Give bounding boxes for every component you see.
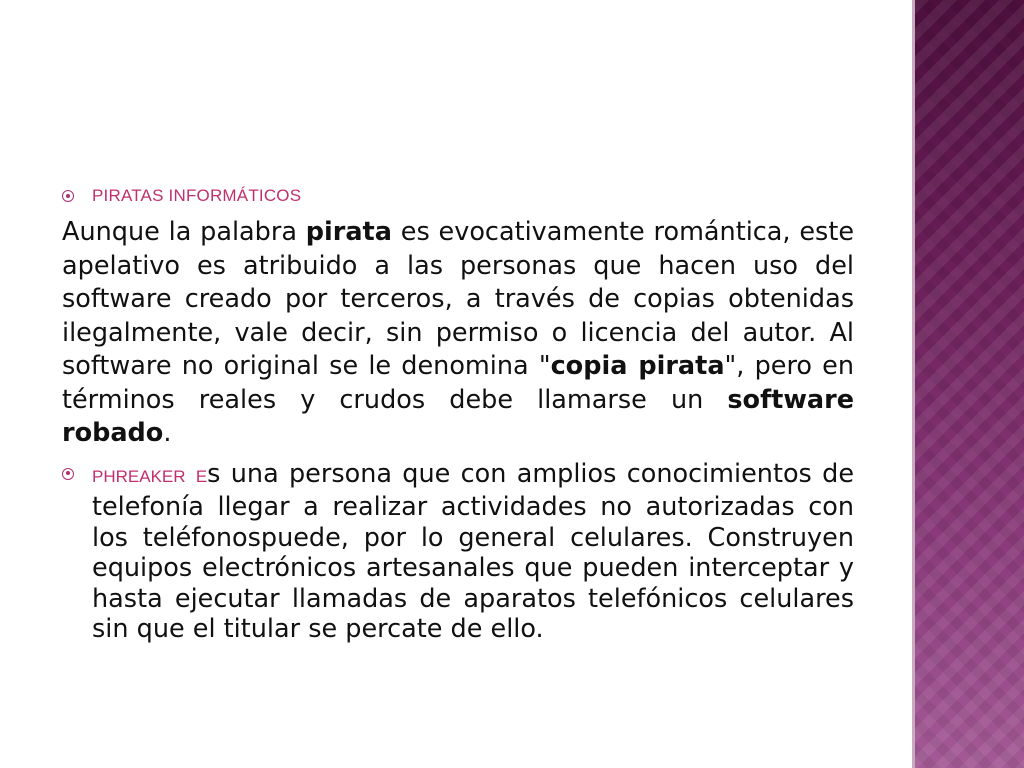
paragraph-text: Aunque la palabra	[62, 217, 306, 247]
paragraph-piratas	[62, 216, 854, 451]
bullet-icon	[62, 468, 74, 480]
phreaker-label: PHREAKER	[92, 466, 186, 486]
paragraph-text: .	[163, 418, 172, 448]
paragraph-text: ", pero en términos reales y crudos debe llamarse un	[62, 351, 855, 415]
bullet-item-phreaker	[62, 459, 854, 645]
phreaker-description: s una persona que con amplios conocimientos de telefonía llegar a realizar actividades no autorizadas con los teléfonospuede, por lo general celulares. Construyen equipos electrónicos artesanales que pueden interceptar y hasta ejecutar llamadas de aparatos telefónicos celulares sin que el titular se percate de ello.	[92, 458, 855, 644]
bold-term-software-robado: software robado	[62, 384, 854, 448]
slide-content	[62, 180, 854, 645]
phreaker-initial-letter: E	[195, 466, 208, 486]
bold-term-copia-pirata: copia pirata	[550, 351, 725, 381]
paragraph-text: es evocativamente romántica, este apelativo es atribuido a las personas que hacen uso del software creado por terceros, a través de copias obtenidas ilegalmente, vale decir, sin permiso o licencia del autor. Al software no original se le denomina "	[62, 217, 855, 381]
section-heading-piratas: PIRATAS INFORMÁTICOS	[92, 186, 302, 205]
bullet-icon	[62, 190, 74, 202]
bullet-item-piratas	[62, 180, 854, 212]
decorative-side-band	[912, 0, 1024, 768]
bold-term-pirata: pirata	[305, 217, 392, 247]
